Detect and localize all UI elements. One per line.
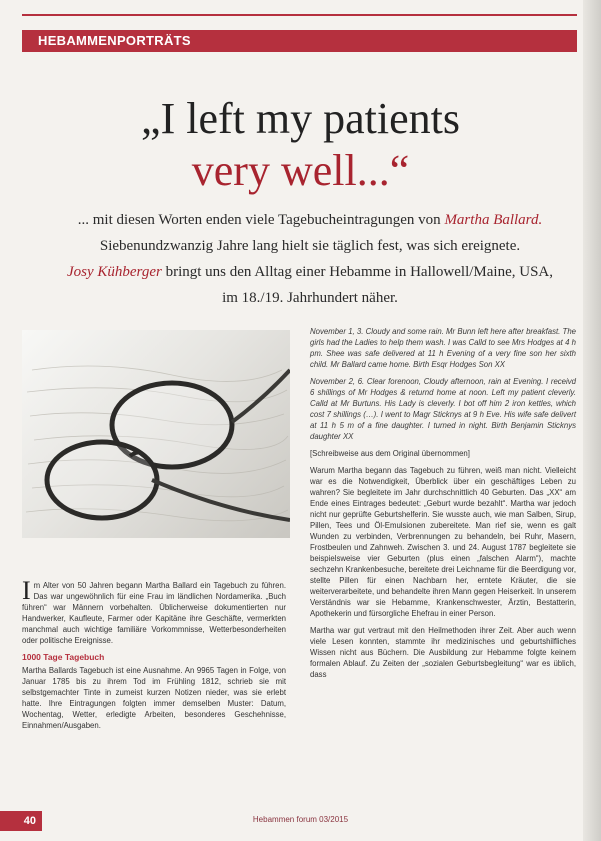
author-subject-name: Martha Ballard.	[444, 212, 543, 228]
diary-entry-2: November 2, 6. Clear forenoon, Cloudy afternoon, rain at Evening. I receivd 6 shillings of Mr Hodges & returnd home at noon. Left my patient cleverly. Calld at Mr Burtuns. His Lady is cleverly. I bot off him 2 iron kettles, which cost 7 shillings (…). I went to Magr Sticknys at 9 h Eve. His wife safe delivert at 11 h 5 m of a fine daughter. I turned in night. Birth Benjamin Sticknys daughter XX	[310, 377, 576, 441]
body-paragraph: Martha Ballards Tagebuch ist eine Ausnahme. An 9965 Tagen in Folge, von Januar 1785 bis zu ihrem Tod im Frühling 1812, schrieb sie mit selbstgemachter Tinte in zumeist kurzen Notizen nieder, was sie erlebt hatte. Ihre Eintragungen folgten immer demselben Muster: Datum, Wochentag, Wetter, erledigte Arbeiten, besonderes Geschehnisse, Einnahmen/Ausgaben.	[22, 666, 286, 730]
page-number: 40	[0, 811, 42, 831]
eyeglasses-icon	[22, 330, 290, 538]
lead-text: ... mit diesen Worten enden viele Tagebucheintragungen von	[77, 212, 445, 228]
subheading: 1000 Tage Tagebuch	[22, 652, 105, 662]
spelling-note: [Schreibweise aus dem Original übernommen]	[310, 449, 470, 458]
lead-line-3	[40, 260, 580, 285]
right-column	[310, 326, 576, 686]
intro-text: m Alter von 50 Jahren begann Martha Ballard ein Tagebuch zu führen. Das war ungewöhnlich für eine Frau im ländlichen Nordamerika. „Buch führen“ war Männern vorbehalten. Üblicherweise dokumentierten nur Handwerker, Kaufleute, Farmer oder Kapitäne ihre Geschäfte, vermerkten manchmal auch wichtige familiäre Vorkommnisse, Wetterbesonderheiten oder politische Ereignisse.	[22, 581, 286, 645]
body-paragraph: Warum Martha begann das Tagebuch zu führen, weiß man nicht. Vielleicht war es die Notwendigkeit, Überblick über ein geschäftiges Leben zu wahren? Sie begleitete im Jahr durchschnittlich 40 Geburten. Das „XX“ am Ende eines Eintrages bedeutet: „Geburt wurde bezahlt“. Martha war jedoch nicht nur geprüfte Geburtshelferin. Sie wusste auch, wie man Salben, Sirup, Pillen, Tees und Öl-Emulsionen zubereitete. Man rief sie, wenn es galt Wunden zu verbinden, Verbrennungen zu behandeln, bei Ruhr, Masern, Frostbeulen und Zahnweh. Zwischen 3. und 24. August 1787 begleitete sie beispielsweise vier Geburten (plus einen „falschen Alarm“), machte sechzehn Krankenbesuche, bereitete drei Leichname für die Beerdigung vor, stellte Pillen für einen Nachbarn her, erntete Kräuter, die sie weiterverarbeitete, und behandelte ihren Mann gegen Heiserkeit. In unserem Verständnis war sie Hebamme, Krankenschwester, Ärztin, Bestatterin, Apothekerin und fürsorgliche Ehefrau in einer Person.	[310, 466, 576, 618]
journal-footer: Hebammen forum 03/2015	[252, 815, 349, 824]
intro-paragraph	[22, 576, 286, 646]
top-rule	[22, 14, 577, 16]
lead-text: bringt uns den Alltag einer Hebamme in Hallowell/Maine, USA,	[161, 264, 553, 280]
lead-line-4: im 18./19. Jahrhundert näher.	[222, 290, 398, 306]
lead-line-1	[40, 208, 580, 233]
glasses-letter-photo	[22, 330, 290, 538]
headline-line-2: very well...“	[191, 146, 410, 195]
lead-line-2: Siebenundzwanzig Jahre lang hielt sie täglich fest, was sich ereignete.	[99, 238, 521, 254]
left-column	[22, 576, 286, 737]
author-name: Josy Kühberger	[66, 264, 162, 280]
drop-cap: I	[22, 576, 31, 605]
body-paragraph: Martha war gut vertraut mit den Heilmethoden ihrer Zeit. Aber auch wenn viele Lesen konnten, stammte ihr medizinisches und geburtshilfliches Wissen nicht aus Büchern. Die Ausbildung zur Hebamme folgte keinem formalen Ablauf. Zu Zeiten der „sozialen Geburtsbegleitung“ war es üblich, dass	[310, 626, 576, 679]
headline-line-1: „I left my patients	[141, 94, 460, 143]
diary-entry-1: November 1, 3. Cloudy and some rain. Mr Bunn left here after breakfast. The girls had the Ladies to help them wash. I was Calld to see Mrs Hodges at 4 h pm. Shee was safe delivered at 11 h Evening of a very fine son her sixth child. Mr Ballard came home. Birth Esqr Hodges Son XX	[310, 327, 576, 369]
section-header: HEBAMMENPORTRÄTS	[22, 30, 577, 52]
